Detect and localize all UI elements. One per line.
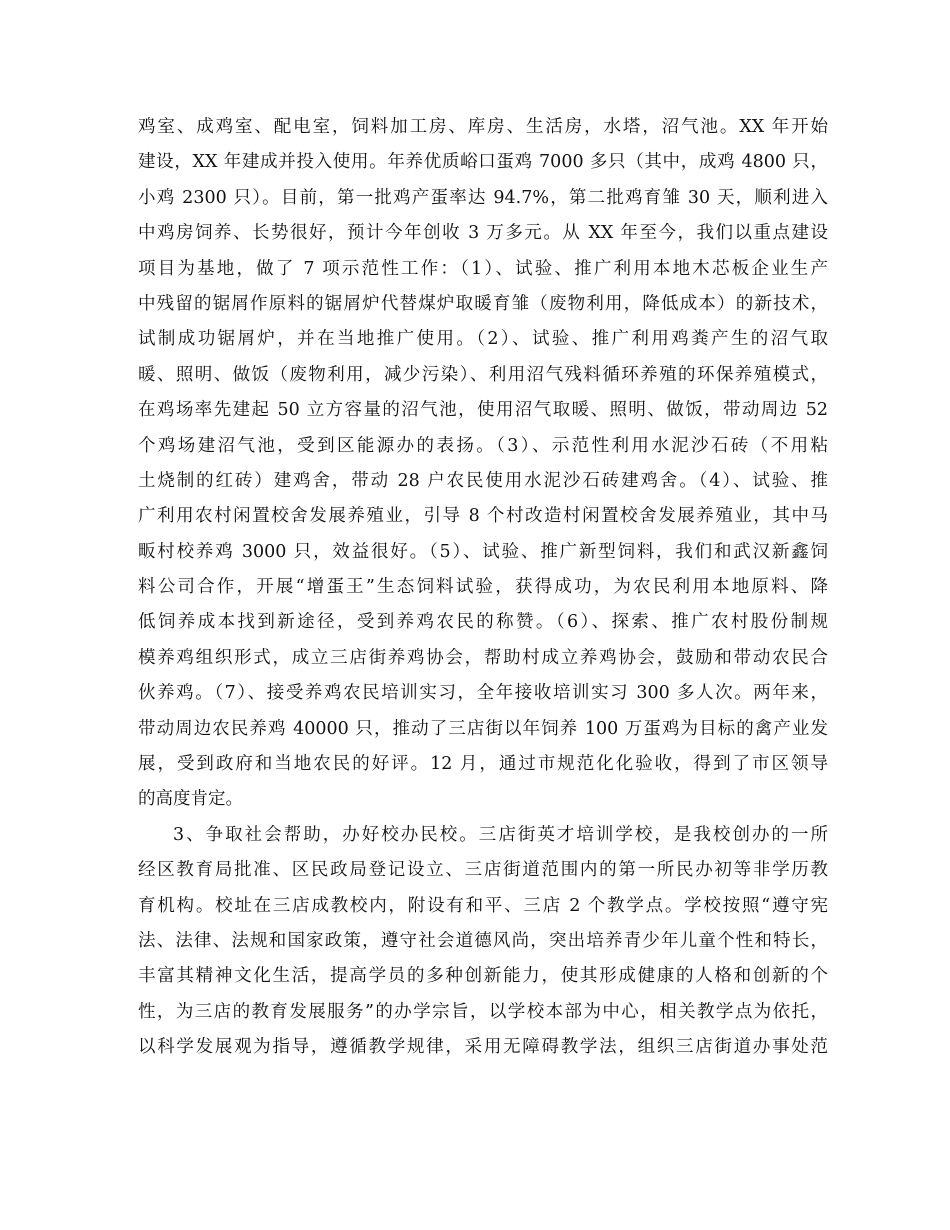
text-line: 暖、照明、做饭（废物利用，减少污染）、利用沼气残料循环养殖的环保养殖模式，: [138, 364, 828, 385]
text-line: 法、法律、法规和国家政策，遵守社会道德风尚，突出培养青少年儿童个性和特长，: [138, 930, 828, 951]
paragraph-private-school: [138, 818, 828, 1066]
text-line: 3、争取社会帮助，办好校办民校。三店街英才培训学校，是我校创办的一所: [173, 824, 828, 845]
text-line: 试制成功锯屑炉，并在当地推广使用。（2）、试验、推广利用鸡粪产生的沼气取: [138, 329, 828, 350]
text-line: 伙养鸡。（7）、接受养鸡农民培训实习，全年接收培训实习 300 多人次。两年来，: [138, 683, 828, 704]
text-line: 建设，XX 年建成并投入使用。年养优质峪口蛋鸡 7000 多只（其中，成鸡 4800 只，: [138, 152, 828, 173]
text-line: 的高度肯定。: [138, 789, 243, 810]
text-line: 土烧制的红砖）建鸡舍，带动 28 户农民使用水泥沙石砖建鸡舍。（4）、试验、推: [138, 470, 828, 491]
text-line: 在鸡场率先建起 50 立方容量的沼气池，使用沼气取暖、照明、做饭，带动周边 52: [138, 400, 828, 421]
text-line: 模养鸡组织形式，成立三店街养鸡协会，帮助村成立养鸡协会，鼓励和带动农民合: [138, 647, 828, 668]
text-line: 性，为三店的教育发展服务”的办学宗旨，以学校本部为中心，相关教学点为依托，: [138, 1001, 828, 1022]
text-line: 以科学发展观为指导，遵循教学规律，采用无障碍教学法，组织三店街道办事处范: [138, 1037, 828, 1058]
text-line: 育机构。校址在三店成教校内，附设有和平、三店 2 个教学点。学校按照“遵守宪: [138, 895, 828, 916]
text-line: 料公司合作，开展“增蛋王”生态饲料试验，获得成功，为农民利用本地原料、降: [138, 577, 828, 598]
text-line: 中残留的锯屑作原料的锯屑炉代替煤炉取暖育雏（废物利用，降低成本）的新技术，: [138, 293, 828, 314]
text-line: 畈村校养鸡 3000 只，效益很好。（5）、试验、推广新型饲料，我们和武汉新鑫饲: [138, 541, 828, 562]
document-body: [138, 110, 828, 1066]
paragraph-poultry-demonstration: [138, 110, 828, 818]
text-line: 鸡室、成鸡室、配电室，饲料加工房、库房、生活房，水塔，沼气池。XX 年开始: [138, 117, 828, 137]
text-line: 丰富其精神文化生活，提高学员的多种创新能力，使其形成健康的人格和创新的个: [138, 966, 828, 987]
text-line: 低饲养成本找到新途径，受到养鸡农民的称赞。（6）、探索、推广农村股份制规: [138, 612, 828, 633]
text-line: 小鸡 2300 只）。目前，第一批鸡产蛋率达 94.7%，第二批鸡育雏 30 天，顺利进入: [138, 187, 828, 208]
text-line: 个鸡场建沼气池，受到区能源办的表扬。（3）、示范性利用水泥沙石砖（不用粘: [138, 435, 828, 456]
text-line: 中鸡房饲养、长势很好，预计今年创收 3 万多元。从 XX 年至今，我们以重点建设: [138, 223, 828, 244]
text-line: 项目为基地，做了 7 项示范性工作：（1）、试验、推广利用本地木芯板企业生产: [138, 258, 828, 279]
text-line: 带动周边农民养鸡 40000 只，推动了三店街以年饲养 100 万蛋鸡为目标的禽产业发: [138, 718, 828, 739]
text-line: 广利用农村闲置校舍发展养殖业，引导 8 个村改造村闲置校舍发展养殖业，其中马: [138, 506, 828, 527]
text-line: 展，受到政府和当地农民的好评。12 月，通过市规范化化验收，得到了市区领导: [138, 754, 828, 775]
text-line: 经区教育局批准、区民政局登记设立、三店街道范围内的第一所民办初等非学历教: [138, 860, 828, 881]
